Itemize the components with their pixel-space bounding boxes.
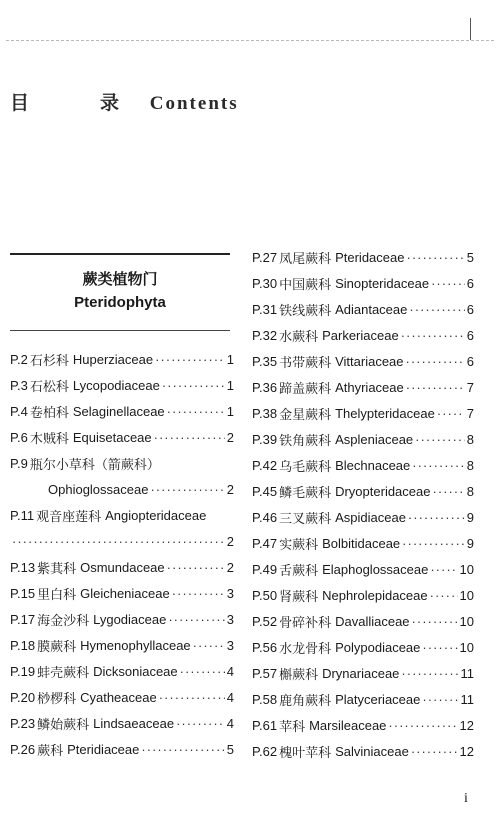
toc-entry[interactable] bbox=[10, 450, 234, 476]
toc-entry[interactable] bbox=[252, 478, 474, 504]
toc-family-cn: 鹿角蕨科 bbox=[279, 693, 332, 709]
toc-family-latin: Osmundaceae bbox=[80, 559, 165, 575]
toc-column-right bbox=[252, 244, 474, 764]
toc-entry[interactable] bbox=[252, 322, 474, 348]
toc-entry[interactable] bbox=[252, 556, 474, 582]
toc-family-cn: 桫椤科 bbox=[37, 691, 77, 707]
toc-leader-dots bbox=[431, 276, 465, 291]
toc-page-number: 9 bbox=[466, 509, 474, 525]
toc-family-latin: Adiantaceae bbox=[335, 301, 408, 317]
page-title-cn: 目 录 bbox=[10, 93, 146, 114]
toc-page-number: 5 bbox=[466, 249, 474, 265]
toc-leader-dots bbox=[406, 250, 464, 265]
toc-family-latin: Elaphoglossaceae bbox=[322, 561, 429, 577]
toc-family-latin: Blechnaceae bbox=[335, 457, 411, 473]
toc-family-cn: 膜蕨科 bbox=[37, 639, 77, 655]
toc-family-latin: Hymenophyllaceae bbox=[80, 637, 191, 653]
toc-family-latin: Gleicheniaceae bbox=[80, 585, 170, 601]
toc-leader-dots bbox=[415, 432, 465, 447]
toc-leader-dots bbox=[388, 718, 457, 733]
header-tick bbox=[470, 18, 471, 40]
toc-family-latin: Cyatheaceae bbox=[80, 689, 157, 705]
toc-entry[interactable] bbox=[252, 660, 474, 686]
toc-page-number: 6 bbox=[466, 353, 474, 369]
toc-page-ref: P.2 bbox=[10, 351, 28, 367]
toc-family-cn: 瓶尔小草科（箭蕨科） bbox=[29, 457, 160, 473]
toc-page-number: 11 bbox=[460, 665, 474, 681]
toc-family-latin: Sinopteridaceae bbox=[335, 275, 430, 291]
toc-page-ref: P.17 bbox=[10, 611, 36, 627]
toc-entry[interactable] bbox=[10, 476, 234, 502]
toc-family-latin: Davalliaceae bbox=[335, 613, 410, 629]
toc-family-cn: 里白科 bbox=[37, 587, 77, 603]
toc-page-number: 8 bbox=[466, 457, 474, 473]
toc-entry[interactable] bbox=[252, 686, 474, 712]
toc-family-cn: 苹科 bbox=[279, 719, 306, 735]
toc-page-number: 7 bbox=[466, 379, 474, 395]
toc-family-latin: Athyriaceae bbox=[335, 379, 404, 395]
toc-leader-dots bbox=[402, 536, 465, 551]
toc-leader-dots bbox=[167, 404, 225, 419]
toc-family-latin: Pteridaceae bbox=[335, 249, 405, 265]
toc-page-ref: P.49 bbox=[252, 561, 278, 577]
toc-family-latin: Salviniaceae bbox=[335, 743, 409, 759]
toc-family-cn: 书带蕨科 bbox=[279, 355, 332, 371]
toc-family-cn: 蹄盖蕨科 bbox=[279, 381, 332, 397]
toc-page-ref: P.58 bbox=[252, 691, 278, 707]
toc-family-latin: Selaginellaceae bbox=[72, 403, 165, 419]
toc-page-number: 3 bbox=[226, 637, 234, 653]
toc-page-number: 6 bbox=[466, 275, 474, 291]
toc-family-cn: 铁角蕨科 bbox=[279, 433, 332, 449]
toc-leader-dots bbox=[406, 380, 465, 395]
toc-family-cn: 骨碎补科 bbox=[279, 615, 332, 631]
toc-family-latin: Dryopteridaceae bbox=[335, 483, 431, 499]
toc-leader-dots bbox=[176, 716, 225, 731]
toc-page-ref: P.26 bbox=[10, 741, 36, 757]
toc-family-latin: Equisetaceae bbox=[72, 429, 152, 445]
toc-page-ref: P.3 bbox=[10, 377, 28, 393]
toc-family-cn: 实蕨科 bbox=[279, 537, 319, 553]
toc-page-number: 4 bbox=[226, 663, 234, 679]
page-title-en: Contents bbox=[149, 93, 239, 114]
toc-leader-dots bbox=[154, 430, 225, 445]
toc-page-ref: P.42 bbox=[252, 457, 278, 473]
toc-family-latin: Ophioglossaceae bbox=[48, 481, 149, 497]
toc-page-ref: P.52 bbox=[252, 613, 278, 629]
toc-page-ref: P.15 bbox=[10, 585, 36, 601]
toc-entry[interactable] bbox=[252, 270, 474, 296]
toc-entry[interactable] bbox=[10, 346, 234, 372]
toc-page-ref: P.18 bbox=[10, 637, 36, 653]
toc-leader-dots bbox=[408, 510, 465, 525]
toc-family-cn: 槐叶苹科 bbox=[279, 745, 332, 761]
toc-page-number: 6 bbox=[466, 327, 474, 343]
toc-page-number: 1 bbox=[226, 403, 234, 419]
page-folio: i bbox=[464, 791, 468, 806]
toc-page-ref: P.32 bbox=[252, 327, 278, 343]
toc-page-number: 10 bbox=[459, 639, 474, 655]
toc-family-cn: 三叉蕨科 bbox=[279, 511, 332, 527]
toc-entry[interactable] bbox=[252, 712, 474, 738]
toc-family-latin: Lycopodiaceae bbox=[72, 377, 160, 393]
toc-page-ref: P.38 bbox=[252, 405, 278, 421]
toc-page-ref: P.50 bbox=[252, 587, 278, 603]
toc-page-number: 12 bbox=[459, 743, 474, 759]
toc-family-cn: 鳞毛蕨科 bbox=[279, 485, 332, 501]
toc-family-cn: 卷柏科 bbox=[29, 405, 69, 421]
toc-leader-dots bbox=[430, 562, 457, 577]
toc-page-ref: P.27 bbox=[252, 249, 278, 265]
toc-entry[interactable] bbox=[252, 582, 474, 608]
toc-leader-dots bbox=[422, 640, 457, 655]
toc-page-number: 1 bbox=[226, 351, 234, 367]
section-bottom-rule bbox=[10, 330, 230, 331]
toc-family-cn: 石杉科 bbox=[29, 353, 69, 369]
section-title-en: Pteridophyta bbox=[74, 294, 166, 311]
toc-family-latin: Bolbitidaceae bbox=[322, 535, 401, 551]
toc-entry[interactable] bbox=[252, 400, 474, 426]
toc-leader-dots bbox=[401, 666, 458, 681]
toc-page-ref: P.6 bbox=[10, 429, 28, 445]
toc-entry[interactable] bbox=[252, 530, 474, 556]
toc-page-ref: P.31 bbox=[252, 301, 278, 317]
toc-entry[interactable] bbox=[10, 424, 234, 450]
toc-page-ref: P.47 bbox=[252, 535, 278, 551]
toc-family-latin: Lindsaeaceae bbox=[93, 715, 175, 731]
toc-page-number: 1 bbox=[226, 377, 234, 393]
toc-leader-dots bbox=[422, 692, 458, 707]
toc-leader-dots bbox=[167, 560, 225, 575]
toc-page-number: 2 bbox=[226, 481, 234, 497]
toc-leader-dots bbox=[168, 612, 224, 627]
toc-leader-dots bbox=[193, 638, 225, 653]
toc-family-latin: Parkeriaceae bbox=[322, 327, 399, 343]
toc-page-ref: P.13 bbox=[10, 559, 36, 575]
toc-entry[interactable] bbox=[252, 452, 474, 478]
toc-family-latin: Aspidiaceae bbox=[335, 509, 406, 525]
toc-page-ref: P.23 bbox=[10, 715, 36, 731]
toc-entry[interactable] bbox=[252, 348, 474, 374]
toc-entry[interactable] bbox=[252, 738, 474, 764]
toc-family-cn: 鳞始蕨科 bbox=[37, 717, 90, 733]
toc-entry[interactable] bbox=[252, 504, 474, 530]
toc-leader-dots bbox=[180, 664, 225, 679]
toc-page-number: 10 bbox=[459, 587, 474, 603]
toc-leader-dots bbox=[411, 744, 458, 759]
toc-page-ref: P.35 bbox=[252, 353, 278, 369]
toc-page-ref: P.61 bbox=[252, 717, 278, 733]
toc-family-latin: Aspleniaceae bbox=[335, 431, 414, 447]
toc-entry[interactable] bbox=[252, 374, 474, 400]
page-title bbox=[10, 88, 239, 115]
toc-family-cn: 金星蕨科 bbox=[279, 407, 332, 423]
toc-entry[interactable] bbox=[10, 554, 234, 580]
toc-page-number: 11 bbox=[460, 691, 474, 707]
toc-entry[interactable] bbox=[10, 606, 234, 632]
toc-family-cn: 舌蕨科 bbox=[279, 563, 319, 579]
toc-page-number: 12 bbox=[459, 717, 474, 733]
toc-page-number: 2 bbox=[226, 559, 234, 575]
toc-leader-dots bbox=[412, 614, 458, 629]
toc-entry[interactable] bbox=[252, 608, 474, 634]
toc-family-cn: 水龙骨科 bbox=[279, 641, 332, 657]
toc-family-cn: 观音座莲科 bbox=[36, 509, 102, 525]
toc-leader-dots bbox=[162, 378, 225, 393]
toc-entry[interactable] bbox=[10, 502, 234, 528]
toc-leader-dots bbox=[159, 690, 225, 705]
toc-page-number: 3 bbox=[226, 585, 234, 601]
toc-leader-dots bbox=[12, 534, 225, 549]
toc-leader-dots bbox=[437, 406, 465, 421]
toc-family-latin: Nephrolepidaceae bbox=[322, 587, 428, 603]
toc-entry[interactable] bbox=[10, 632, 234, 658]
toc-entry[interactable] bbox=[252, 426, 474, 452]
toc-page-ref: P.19 bbox=[10, 663, 36, 679]
toc-leader-dots bbox=[409, 302, 464, 317]
toc-entry[interactable] bbox=[10, 684, 234, 710]
toc-family-latin: Lygodiaceae bbox=[93, 611, 167, 627]
toc-family-latin: Platyceriaceae bbox=[335, 691, 421, 707]
toc-family-latin: Angiopteridaceae bbox=[105, 507, 207, 523]
toc-leader-dots bbox=[406, 354, 465, 369]
toc-page-number: 8 bbox=[466, 431, 474, 447]
toc-family-latin: Drynariaceae bbox=[322, 665, 400, 681]
toc-page-ref: P.30 bbox=[252, 275, 278, 291]
toc-page-number: 5 bbox=[226, 741, 234, 757]
toc-family-cn: 蚌壳蕨科 bbox=[37, 665, 90, 681]
toc-entry[interactable] bbox=[10, 710, 234, 736]
toc-page-ref: P.11 bbox=[10, 507, 35, 523]
toc-page-ref: P.62 bbox=[252, 743, 278, 759]
toc-entry[interactable] bbox=[10, 736, 234, 762]
toc-family-latin: Vittariaceae bbox=[335, 353, 404, 369]
header-rule bbox=[6, 40, 494, 41]
toc-page-number: 6 bbox=[466, 301, 474, 317]
toc-family-latin: Dicksoniaceae bbox=[93, 663, 178, 679]
toc-leader-dots bbox=[150, 482, 224, 497]
toc-page-ref: P.45 bbox=[252, 483, 278, 499]
toc-page-number: 8 bbox=[466, 483, 474, 499]
toc-entry[interactable] bbox=[10, 398, 234, 424]
toc-page-ref: P.39 bbox=[252, 431, 278, 447]
toc-family-latin: Marsileaceae bbox=[309, 717, 387, 733]
toc-entry[interactable] bbox=[10, 658, 234, 684]
toc-page-number: 4 bbox=[226, 689, 234, 705]
toc-family-cn: 木贼科 bbox=[29, 431, 69, 447]
toc-page-number: 2 bbox=[226, 533, 234, 549]
section-top-rule bbox=[10, 253, 230, 255]
toc-family-cn: 石松科 bbox=[29, 379, 69, 395]
toc-column-left bbox=[10, 346, 234, 762]
toc-family-latin: Huperziaceae bbox=[72, 351, 154, 367]
toc-page-ref: P.36 bbox=[252, 379, 278, 395]
toc-entry[interactable] bbox=[252, 296, 474, 322]
toc-family-cn: 水蕨科 bbox=[279, 329, 319, 345]
toc-page-number: 7 bbox=[466, 405, 474, 421]
toc-page-number: 9 bbox=[466, 535, 474, 551]
toc-entry[interactable] bbox=[10, 528, 234, 554]
section-title-cn: 蕨类植物门 bbox=[82, 272, 158, 288]
toc-entry[interactable] bbox=[10, 580, 234, 606]
toc-entry[interactable] bbox=[10, 372, 234, 398]
toc-family-cn: 中国蕨科 bbox=[279, 277, 332, 293]
toc-page-number: 2 bbox=[226, 429, 234, 445]
toc-leader-dots bbox=[432, 484, 464, 499]
toc-leader-dots bbox=[412, 458, 465, 473]
toc-page-ref: P.4 bbox=[10, 403, 28, 419]
toc-family-cn: 槲蕨科 bbox=[279, 667, 319, 683]
toc-page-ref: P.46 bbox=[252, 509, 278, 525]
toc-page-number: 3 bbox=[226, 611, 234, 627]
toc-leader-dots bbox=[430, 588, 458, 603]
toc-family-cn: 肾蕨科 bbox=[279, 589, 319, 605]
toc-page-ref: P.20 bbox=[10, 689, 36, 705]
toc-family-latin: Thelypteridaceae bbox=[335, 405, 435, 421]
toc-family-latin: Polypodiaceae bbox=[335, 639, 421, 655]
toc-family-latin: Pteridiaceae bbox=[67, 741, 140, 757]
toc-page-number: 10 bbox=[459, 613, 474, 629]
toc-entry[interactable] bbox=[252, 244, 474, 270]
toc-family-cn: 蕨科 bbox=[37, 743, 64, 759]
toc-family-cn: 铁线蕨科 bbox=[279, 303, 332, 319]
toc-family-cn: 海金沙科 bbox=[37, 613, 90, 629]
toc-leader-dots bbox=[172, 586, 225, 601]
toc-page-ref: P.9 bbox=[10, 455, 28, 471]
toc-leader-dots bbox=[401, 328, 465, 343]
toc-page-number: 10 bbox=[459, 561, 474, 577]
toc-leader-dots bbox=[155, 352, 225, 367]
toc-page-ref: P.56 bbox=[252, 639, 278, 655]
toc-family-cn: 紫萁科 bbox=[37, 561, 77, 577]
toc-page-number: 4 bbox=[226, 715, 234, 731]
toc-family-cn: 乌毛蕨科 bbox=[279, 459, 332, 475]
toc-entry[interactable] bbox=[252, 634, 474, 660]
toc-family-cn: 凤尾蕨科 bbox=[279, 251, 332, 267]
toc-leader-dots bbox=[141, 742, 224, 757]
toc-page-ref: P.57 bbox=[252, 665, 278, 681]
